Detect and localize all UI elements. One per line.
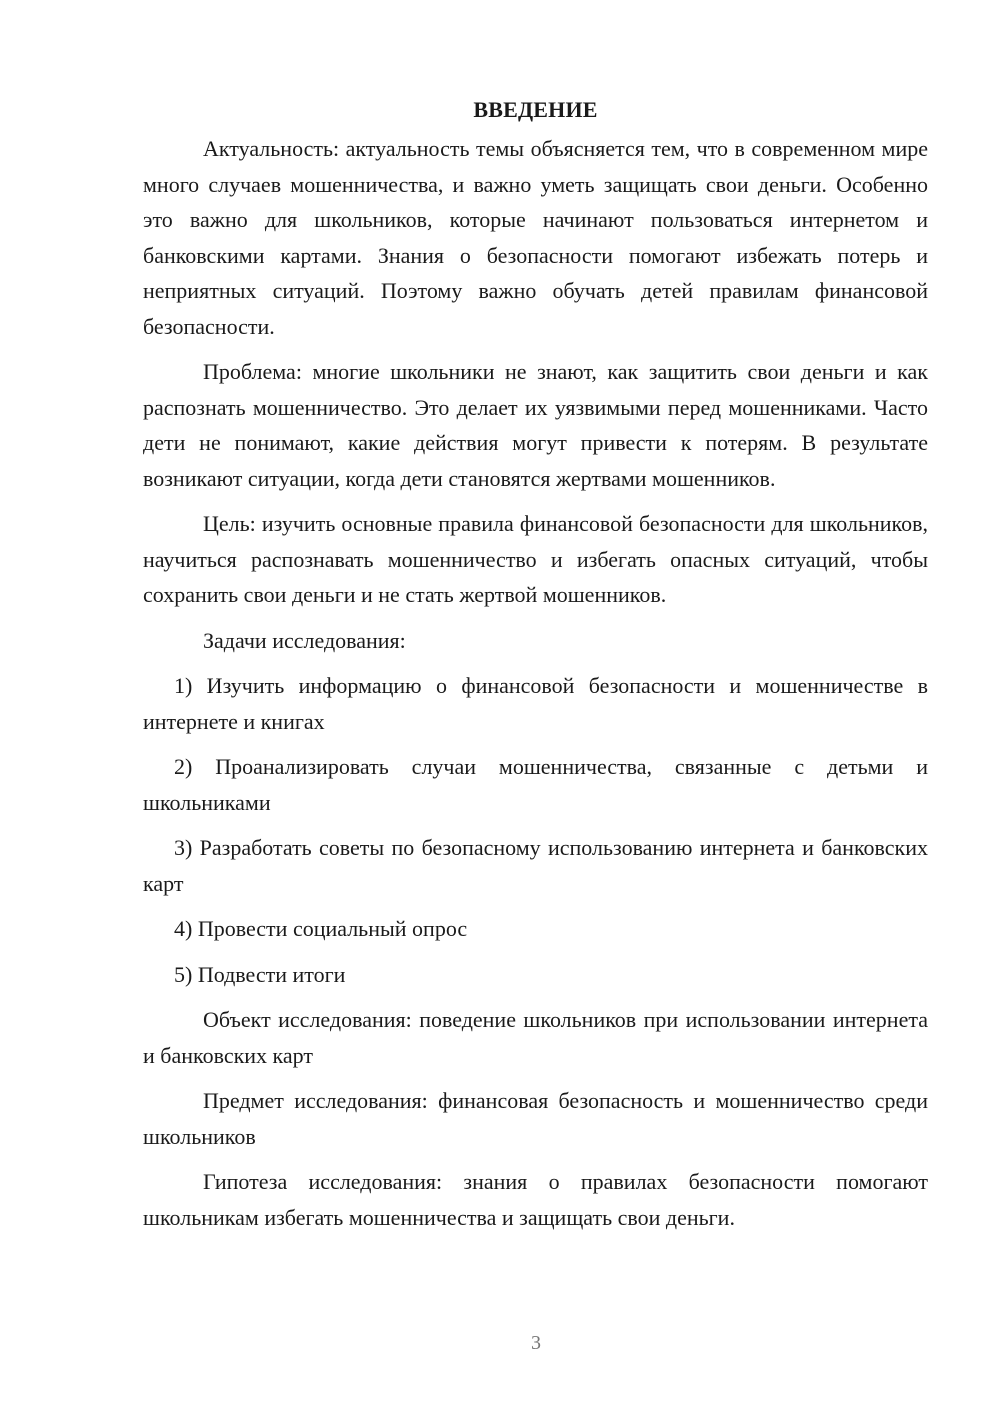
paragraph-tasks-heading: Задачи исследования: — [203, 627, 406, 653]
task-item-1: 1) Изучить информацию о финансовой безопасности и мошенничестве в интернете и книгах — [143, 673, 928, 734]
paragraph-goal: Цель: изучить основные правила финансовой безопасности для школьников, научиться распознавать мошенничество и избегать опасных ситуаций, чтобы сохранить свои деньги и не стать жертвой мошенников. — [143, 511, 928, 607]
document-page — [143, 92, 928, 1245]
paragraph-object: Объект исследования: поведение школьников при использовании интернета и банковских карт — [143, 1007, 928, 1068]
task-item-2: 2) Проанализировать случаи мошенничества, связанные с детьми и школьниками — [143, 754, 928, 815]
paragraph-hypothesis: Гипотеза исследования: знания о правилах безопасности помогают школьникам избегать мошенничества и защищать свои деньги. — [143, 1169, 928, 1230]
page-title: ВВЕДЕНИЕ — [473, 97, 598, 122]
task-item-5: 5) Подвести итоги — [174, 961, 346, 987]
task-item-3: 3) Разработать советы по безопасному использованию интернета и банковских карт — [143, 835, 928, 896]
task-item-4: 4) Провести социальный опрос — [174, 916, 468, 941]
paragraph-problem: Проблема: многие школьники не знают, как защитить свои деньги и как распознать мошенничество. Это делает их уязвимыми перед мошенниками. Часто дети не понимают, какие действия могут привести к потерям. В результате возникают ситуации, когда дети становятся жертвами мошенников. — [143, 359, 928, 491]
paragraph-relevance: Актуальность: актуальность темы объясняется тем, что в современном мире много случаев мошенничества, и важно уметь защищать свои деньги. Особенно это важно для школьников, которые начинают пользоваться интернетом и банковскими картами. Знания о безопасности помогают избежать потерь и неприятных ситуаций. Поэтому важно обучать детей правилам финансовой безопасности. — [143, 136, 928, 339]
paragraph-subject: Предмет исследования: финансовая безопасность и мошенничество среди школьников — [143, 1088, 928, 1149]
page-number: 3 — [531, 1332, 541, 1354]
